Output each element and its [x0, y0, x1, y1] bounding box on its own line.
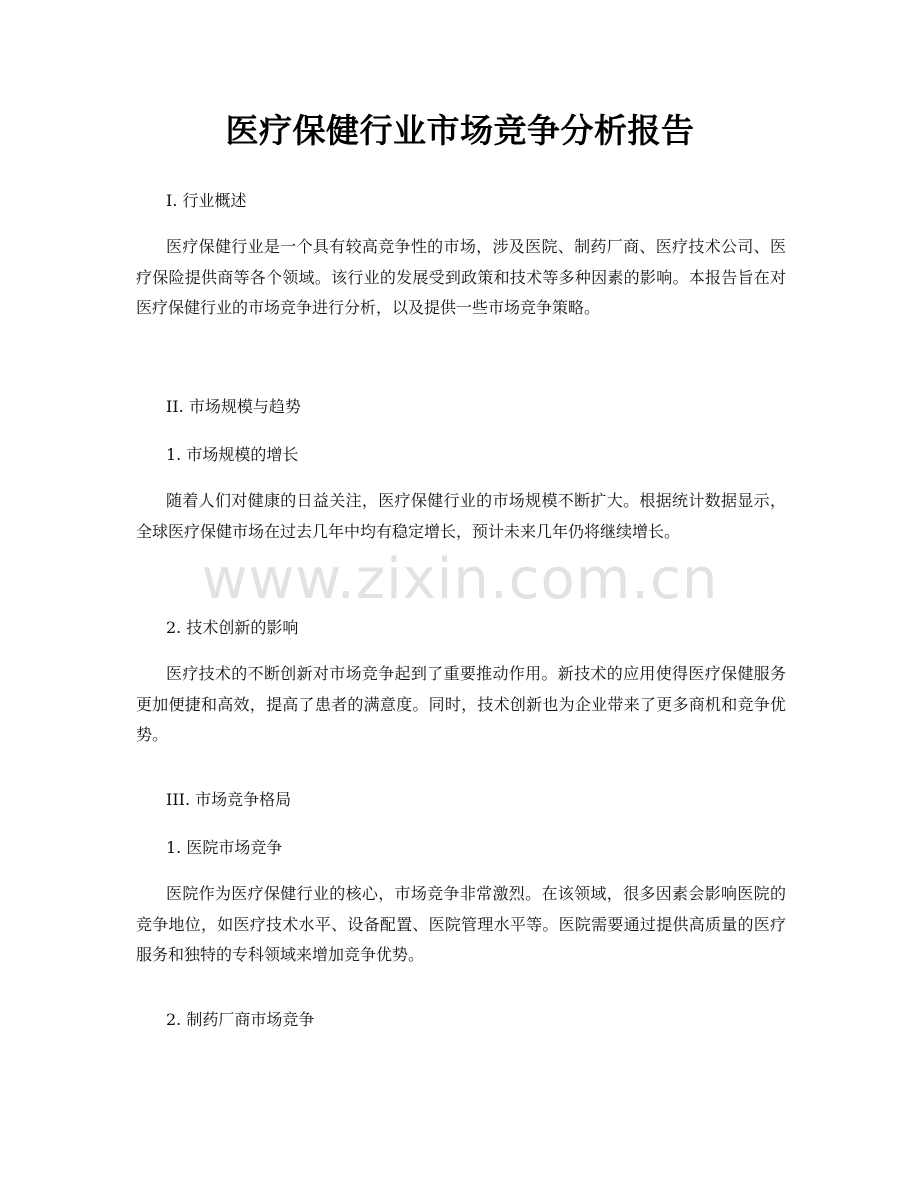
paragraph-tech-innovation: 医疗技术的不断创新对市场竞争起到了重要推动作用。新技术的应用使得医疗保健服务更加便捷和高效，提高了患者的满意度。同时，技术创新也为企业带来了更多商机和竞争优势。	[136, 664, 786, 744]
subheading-market-growth: 1. 市场规模的增长	[166, 445, 299, 464]
paragraph-market-growth: 随着人们对健康的日益关注，医疗保健行业的市场规模不断扩大。根据统计数据显示，全球医疗保健市场在过去几年中均有稳定增长，预计未来几年仍将继续增长。	[136, 491, 786, 541]
document-title: 医疗保健行业市场竞争分析报告	[225, 111, 695, 150]
paragraph-overview: 医疗保健行业是一个具有较高竞争性的市场，涉及医院、制药厂商、医疗技术公司、医疗保险提供商等各个领域。该行业的发展受到政策和技术等多种因素的影响。本报告旨在对医疗保健行业的市场竞争进行分析，以及提供一些市场竞争策略。	[136, 237, 786, 317]
section-heading-overview: I. 行业概述	[166, 191, 247, 210]
subheading-hospital-competition: 1. 医院市场竞争	[166, 838, 283, 857]
subheading-tech-innovation: 2. 技术创新的影响	[166, 618, 299, 637]
watermark: www.zixin.com.cn	[201, 547, 719, 612]
section-heading-competition-landscape: III. 市场竞争格局	[166, 790, 292, 809]
section-heading-market-size-trend: II. 市场规模与趋势	[166, 397, 301, 416]
paragraph-hospital-competition: 医院作为医疗保健行业的核心，市场竞争非常激烈。在该领域，很多因素会影响医院的竞争地位，如医疗技术水平、设备配置、医院管理水平等。医院需要通过提供高质量的医疗服务和独特的专科领域来增加竞争优势。	[136, 884, 786, 964]
subheading-pharma-competition: 2. 制药厂商市场竞争	[166, 1010, 315, 1029]
